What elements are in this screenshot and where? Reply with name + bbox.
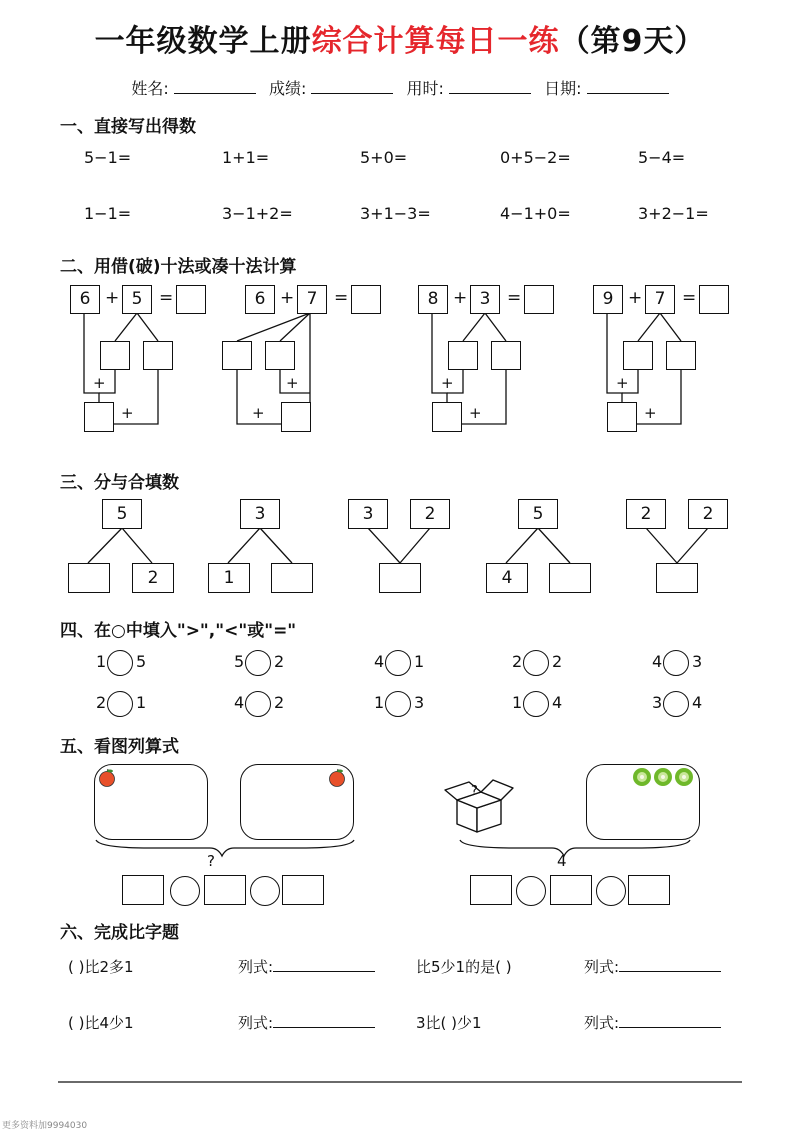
compare-circle[interactable]	[523, 650, 549, 676]
s3-3-bottom[interactable]	[379, 563, 421, 593]
eq1-box-2[interactable]	[204, 875, 246, 905]
title-tail: （第9天）	[559, 24, 706, 59]
date-label: 日期:	[544, 79, 582, 98]
s6-q3-formula-label: 列式:	[238, 1012, 375, 1033]
time-label: 用时:	[406, 79, 444, 98]
p2-equals: =	[334, 288, 349, 308]
s1-q10: 3+2−1=	[638, 204, 709, 223]
s1-q9: 4−1+0=	[500, 204, 571, 223]
score-label: 成绩:	[268, 79, 307, 98]
apple-icon	[328, 768, 348, 788]
p4-plus: +	[628, 288, 643, 308]
eq1-box-3[interactable]	[282, 875, 324, 905]
p2-answer-box[interactable]	[351, 285, 381, 314]
s3-3-top-left: 3	[348, 499, 388, 529]
p1-a-box: 6	[70, 285, 100, 314]
compare-left-number: 2	[96, 693, 107, 712]
compare-circle[interactable]	[663, 691, 689, 717]
compare-circle[interactable]	[107, 650, 133, 676]
kiwi-icon	[632, 766, 696, 788]
compare-right-number: 4	[692, 693, 703, 712]
question-box-icon	[443, 770, 515, 834]
compare-left-number: 1	[96, 652, 107, 671]
compare-right-number: 2	[274, 693, 285, 712]
p2-a-box: 6	[245, 285, 275, 314]
p4-plus-a: +	[616, 374, 629, 392]
s3-5-top-left: 2	[626, 499, 666, 529]
compare-circle[interactable]	[523, 691, 549, 717]
s1-q7: 3−1+2=	[222, 204, 293, 223]
right-total-label: 4	[557, 852, 567, 870]
s1-q3: 5+0=	[360, 148, 408, 167]
p3-split-left[interactable]	[448, 341, 478, 370]
p3-equals: =	[507, 288, 522, 308]
s6-q4: 3比( )少1	[416, 1014, 482, 1032]
p1-plus: +	[105, 288, 120, 308]
s1-q5: 5−4=	[638, 148, 686, 167]
p3-b-box: 3	[470, 285, 500, 314]
section6-heading: 六、完成比字题	[60, 923, 179, 943]
s3-1-left[interactable]	[68, 563, 110, 593]
compare-left-number: 3	[652, 693, 663, 712]
s6-q2-formula-label: 列式:	[584, 956, 721, 977]
compare-circle[interactable]	[245, 691, 271, 717]
compare-right-number: 3	[414, 693, 425, 712]
left-total-label: ?	[207, 852, 215, 870]
s3-2-left: 1	[208, 563, 250, 593]
compare-right-number: 4	[552, 693, 563, 712]
section1-heading: 一、直接写出得数	[60, 117, 196, 137]
p2-split-right[interactable]	[265, 341, 295, 370]
s3-3-top-right: 2	[410, 499, 450, 529]
eq1-operator-2[interactable]	[250, 876, 280, 906]
section5-heading: 五、看图列算式	[60, 737, 179, 757]
p1-plus-b: +	[121, 404, 134, 422]
eq2-operator-2[interactable]	[596, 876, 626, 906]
s3-1-top: 5	[102, 499, 142, 529]
eq2-box-2[interactable]	[550, 875, 592, 905]
title-red: 综合计算每日一练	[311, 24, 560, 59]
p4-equals: =	[682, 288, 697, 308]
s1-q2: 1+1=	[222, 148, 270, 167]
p1-split-right[interactable]	[143, 341, 173, 370]
s6-q1: ( )比2多1	[68, 958, 134, 976]
s6-q1-formula-field[interactable]	[273, 957, 375, 972]
compare-right-number: 2	[552, 652, 563, 671]
compare-right-number: 3	[692, 652, 703, 671]
s3-1-right: 2	[132, 563, 174, 593]
compare-circle[interactable]	[107, 691, 133, 717]
compare-right-number: 1	[414, 652, 425, 671]
s3-2-right[interactable]	[271, 563, 313, 593]
p3-a-box: 8	[418, 285, 448, 314]
eq1-box-1[interactable]	[122, 875, 164, 905]
eq2-box-1[interactable]	[470, 875, 512, 905]
p3-split-right[interactable]	[491, 341, 521, 370]
p4-split-left[interactable]	[623, 341, 653, 370]
s6-q3-formula-field[interactable]	[273, 1013, 375, 1028]
compare-left-number: 1	[512, 693, 523, 712]
s1-q4: 0+5−2=	[500, 148, 571, 167]
s3-2-top: 3	[240, 499, 280, 529]
p3-plus-b: +	[469, 404, 482, 422]
s1-q8: 3+1−3=	[360, 204, 431, 223]
s6-q1-formula-label: 列式:	[238, 956, 375, 977]
s3-4-top: 5	[518, 499, 558, 529]
s6-q3: ( )比4少1	[68, 1014, 134, 1032]
p1-split-left[interactable]	[100, 341, 130, 370]
eq2-box-3[interactable]	[628, 875, 670, 905]
s3-5-bottom[interactable]	[656, 563, 698, 593]
p1-plus-a: +	[93, 374, 106, 392]
compare-right-number: 2	[274, 652, 285, 671]
compare-left-number: 4	[652, 652, 663, 671]
p2-split-left[interactable]	[222, 341, 252, 370]
p2-plus-b: +	[252, 404, 265, 422]
s6-q4-formula-label: 列式:	[584, 1012, 721, 1033]
s1-q6: 1−1=	[84, 204, 132, 223]
box-question-mark: ?	[471, 784, 478, 799]
eq2-operator-1[interactable]	[516, 876, 546, 906]
compare-left-number: 4	[374, 652, 385, 671]
section2-heading: 二、用借(破)十法或凑十法计算	[60, 257, 297, 277]
p1-sum-box[interactable]	[84, 402, 114, 432]
compare-circle[interactable]	[385, 691, 411, 717]
compare-circle[interactable]	[663, 650, 689, 676]
s3-4-right[interactable]	[549, 563, 591, 593]
p3-sum-box[interactable]	[432, 402, 462, 432]
compare-circle[interactable]	[245, 650, 271, 676]
p3-plus-a: +	[441, 374, 454, 392]
p3-answer-box[interactable]	[524, 285, 554, 314]
compare-right-number: 5	[136, 652, 147, 671]
name-label: 姓名:	[131, 79, 169, 98]
p4-b-box: 7	[645, 285, 675, 314]
compare-right-number: 1	[136, 693, 147, 712]
compare-left-number: 1	[374, 693, 385, 712]
s6-q2-formula-field[interactable]	[619, 957, 721, 972]
p4-split-right[interactable]	[666, 341, 696, 370]
s1-q1: 5−1=	[84, 148, 132, 167]
p1-b-box: 5	[122, 285, 152, 314]
p2-sum-box[interactable]	[281, 402, 311, 432]
p1-equals: =	[159, 288, 174, 308]
title-black: 一年级数学上册	[94, 24, 312, 59]
p2-plus-a: +	[286, 374, 299, 392]
p3-plus: +	[453, 288, 468, 308]
s6-q2: 比5少1的是( )	[416, 958, 512, 976]
section3-heading: 三、分与合填数	[60, 473, 179, 493]
apple-icon	[98, 768, 118, 788]
s6-q4-formula-field[interactable]	[619, 1013, 721, 1028]
p4-a-box: 9	[593, 285, 623, 314]
p2-b-box: 7	[297, 285, 327, 314]
compare-circle[interactable]	[385, 650, 411, 676]
compare-left-number: 2	[512, 652, 523, 671]
eq1-operator-1[interactable]	[170, 876, 200, 906]
p4-answer-box[interactable]	[699, 285, 729, 314]
s3-4-left: 4	[486, 563, 528, 593]
p1-answer-box[interactable]	[176, 285, 206, 314]
p2-plus: +	[280, 288, 295, 308]
s3-5-top-right: 2	[688, 499, 728, 529]
compare-left-number: 5	[234, 652, 245, 671]
section4-heading: 四、在○中填入">","<"或"="	[60, 621, 297, 641]
p4-sum-box[interactable]	[607, 402, 637, 432]
p4-plus-b: +	[644, 404, 657, 422]
compare-left-number: 4	[234, 693, 245, 712]
watermark: 更多资料加9994030	[2, 1121, 88, 1131]
